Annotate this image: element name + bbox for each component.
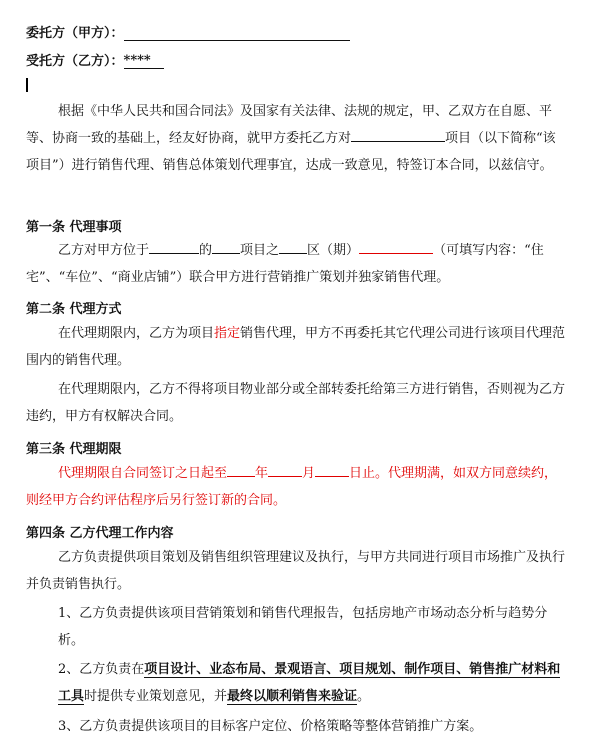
zone-blank[interactable] [279,239,307,254]
art1-text-1: 乙方对甲方位于 [58,243,150,258]
art3-text-4: 日止。代理期满，如双方同意续约，则经甲方合约评估程序后另行签订新的合同。 [26,466,558,508]
party-a-line [26,22,350,41]
article-4-item-3 [58,713,568,740]
article-4-item-1 [58,600,568,654]
item-2-text-b: 时提供专业策划意见，并 [84,689,228,704]
preamble-text-1: 根据《中华人民共和国合同法》及国家有关法律、法规的规定，甲、乙双方在自愿、平等、协商一致的基础上，经友好协商，就甲方委托乙方对 [26,104,553,146]
art3-text-3: 月 [302,466,316,481]
party-b-line [26,50,164,69]
item-2-number: 2、 [58,662,80,677]
article-1-heading: 第一条 代理事项 [26,220,122,235]
month-blank[interactable] [268,462,302,477]
item-2-text-a: 乙方负责在 [79,662,145,677]
content-type-blank[interactable] [359,239,433,254]
day-blank[interactable] [315,462,349,477]
article-3-heading: 第三条 代理期限 [26,442,122,457]
art2-text-1a: 在代理期限内，乙方为项目 [58,326,215,341]
item-3-text: 乙方负责提供该项目的目标客户定位、价格策略等整体营销推广方案。 [79,719,483,734]
art1-text-2: 的 [199,243,213,258]
preamble-paragraph [26,98,568,179]
party-b-label: 受托方（乙方）： [26,54,124,69]
item-1-text: 乙方负责提供该项目营销策划和销售代理报告，包括房地产市场动态分析与趋势分析。 [58,606,548,648]
item-2-bold-text-2: 最终以顺利销售来验证 [227,689,358,704]
text-cursor [26,78,28,92]
article-3-paragraph [26,460,568,514]
project-blank[interactable] [212,239,240,254]
art1-text-3: 项目之 [240,243,280,258]
item-2-text-c: 。 [357,689,371,704]
article-4-intro: 乙方负责提供项目策划及销售组织管理建议及执行，与甲方共同进行项目市场推广及执行并负责销售执行。 [26,550,566,592]
art3-text-2: 年 [255,466,269,481]
year-blank[interactable] [227,462,255,477]
location-blank[interactable] [149,239,199,254]
project-name-blank[interactable] [351,127,445,142]
item-1-number: 1、 [58,606,80,621]
article-4-item-2 [58,656,568,710]
article-1-paragraph [26,237,568,291]
art2-red-text: 指定 [214,326,241,341]
article-2-paragraph-2: 在代理期限内，乙方不得将项目物业部分或全部转委托给第三方进行销售，否则视为乙方违约，甲方有权解决合同。 [26,382,566,424]
article-2-paragraph-1 [26,320,568,374]
art3-text-1: 代理期限自合同签订之日起至 [58,466,228,481]
art1-text-5: （可填写内容：“住宅”、“车位”、“商业店铺”）联合甲方进行营销推广策划并独家销售代理。 [26,243,544,285]
item-2-bold-text: 项目设计、业态布局、景观语言、项目规划、制作项目、销售推广材料和工具 [58,662,561,704]
party-a-label: 委托方（甲方）： [26,26,124,41]
preamble-text-2: 项目（以下简称“该项目”）进行销售代理、销售总体策划代理事宜，达成一致意见，特签订本合同，以兹信守。 [26,131,556,173]
party-b-value[interactable]: **** [124,53,164,69]
article-4-heading: 第四条 乙方代理工作内容 [26,526,174,541]
item-3-number: 3、 [58,719,80,734]
art2-text-1b: 销售代理，甲方不再委托其它代理公司进行该项目代理范围内的销售代理。 [26,326,566,368]
art1-text-4: 区（期） [307,243,360,258]
party-a-blank[interactable] [124,25,350,41]
article-2-heading: 第二条 代理方式 [26,302,122,317]
